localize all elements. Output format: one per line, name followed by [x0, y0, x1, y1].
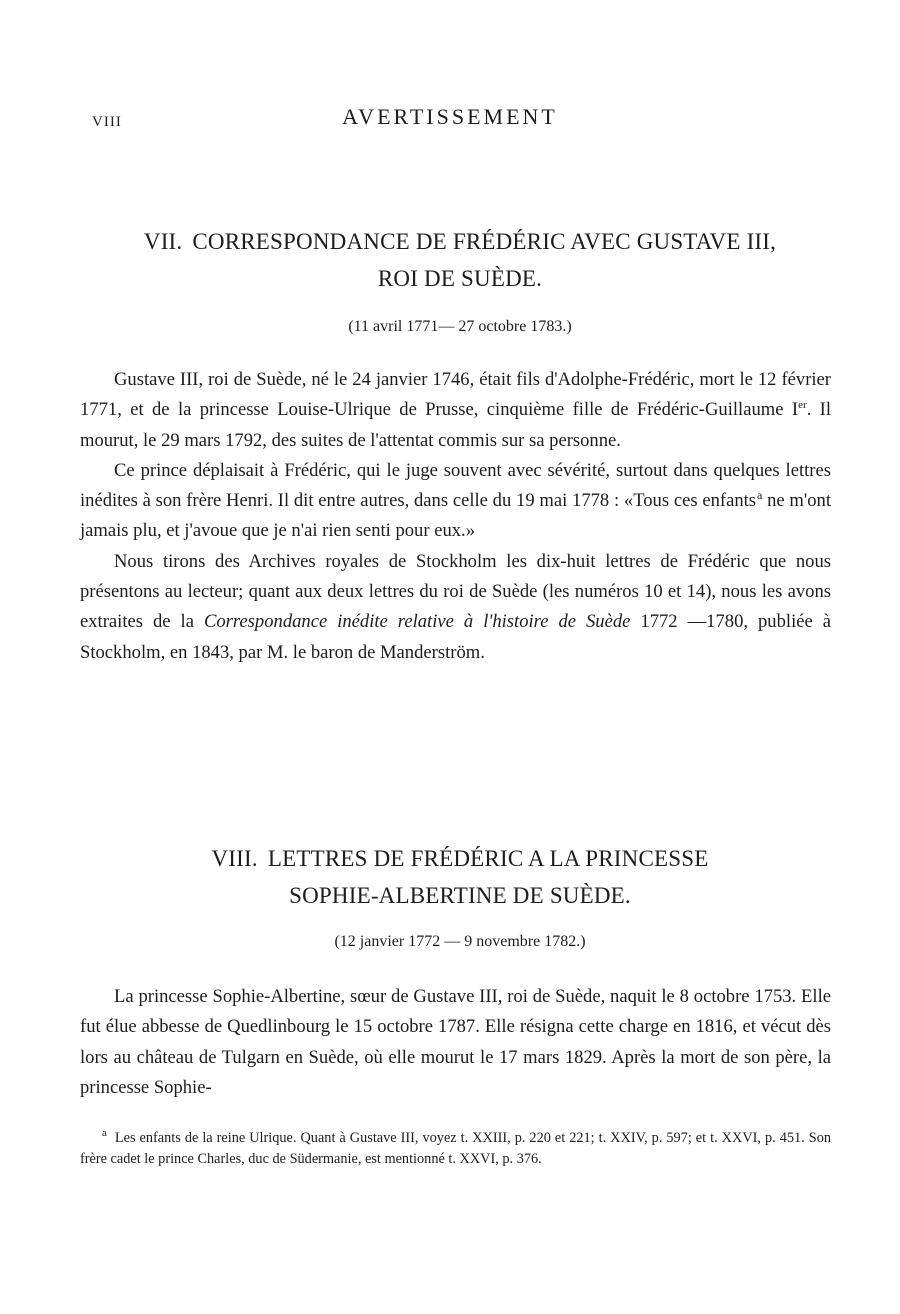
footnote	[80, 1128, 831, 1170]
page-number: VIII	[92, 114, 122, 130]
section-vii-paragraph-3	[80, 547, 831, 668]
section-vii-title-line2: ROI DE SUÈDE.	[377, 266, 543, 291]
section-vii-title-text: CORRESPONDANCE DE FRÉDÉRIC AVEC GUSTAVE III,	[192, 229, 777, 254]
text-run: Gustave III, roi de Suède, né le 24 janvier 1746, était fils d'Adolphe-Frédéric, mort le 12 février 1771, et de la princesse Louise-Ulrique de Prusse, cinquième fille de Frédéric-Guillaume I	[80, 369, 831, 421]
section-vii-title	[80, 223, 840, 297]
section-vii-paragraph-1	[80, 365, 831, 456]
footnote-letter: a	[102, 1127, 107, 1140]
section-viii-title-line2: SOPHIE-ALBERTINE DE SUÈDE.	[289, 883, 631, 908]
text-run: Nous tirons des Archives royales de Stockholm les dix-huit lettres de Frédéric que nous présentons au lecteur; quant aux deux lettres du roi de Suède (les numéros 10 et 14), nous les avons extraites de la	[80, 550, 831, 633]
section-viii-title-line1	[80, 840, 840, 877]
section-vii-number: VII.	[143, 229, 183, 254]
footnote-body: Les enfants de la reine Ulrique. Quant à Gustave III, voyez t. XXIII, p. 220 et 221; t. XXIV, p. 597; et t. XXVI, p. 451. Son frère cadet le prince Charles, duc de Südermanie, est mentionné t. XXVI, p. 376.	[80, 1130, 831, 1167]
section-viii-dates: (12 janvier 1772 — 9 novembre 1782.)	[334, 933, 586, 950]
running-head	[0, 104, 900, 134]
section-viii-title	[80, 840, 840, 914]
section-viii-number: VIII.	[211, 846, 258, 871]
text-run: Ce prince déplaisait à Frédéric, qui le juge souvent avec sévérité, surtout dans quelques lettres inédites à son frère Henri. Il dit entre autres, dans celle du 19 mai 1778 : «Tous ces enfants	[80, 459, 831, 512]
section-viii-body	[80, 982, 831, 1103]
footnote-text	[80, 1128, 831, 1170]
text-run: 1772 —1780, publiée à Stockholm, en 1843, par M. le baron de Manderström.	[80, 611, 831, 663]
text-run: . Il mourut, le 29 mars 1792, des suites de l'attentat commis sur sa personne.	[80, 399, 831, 451]
book-title: Correspondance inédite relative à l'histoire de Suède	[203, 611, 631, 633]
section-viii-title-text: LETTRES DE FRÉDÉRIC A LA PRINCESSE	[267, 846, 709, 871]
footnote-marker[interactable]: a	[757, 488, 763, 502]
superscript: er	[798, 399, 807, 412]
text-run: ne m'ont jamais plu, et j'avoue que je n'ai rien senti pour eux.»	[80, 490, 831, 542]
section-vii-dates: (11 avril 1771— 27 octobre 1783.)	[348, 318, 572, 335]
section-vii-title-line1	[80, 223, 840, 260]
section-vii-paragraph-2	[80, 456, 831, 547]
running-title: AVERTISSEMENT	[342, 104, 558, 129]
section-vii-body	[80, 365, 831, 668]
section-viii-paragraph-1: La princesse Sophie-Albertine, sœur de Gustave III, roi de Suède, naquit le 8 octobre 1753. Elle fut élue abbesse de Quedlinbourg le 15 octobre 1787. Elle résigna cette charge en 1816, et vécut dès lors au château de Tulgarn en Suède, où elle mourut le 17 mars 1829. Après la mort de son père, la princesse Sophie-	[80, 986, 831, 1098]
